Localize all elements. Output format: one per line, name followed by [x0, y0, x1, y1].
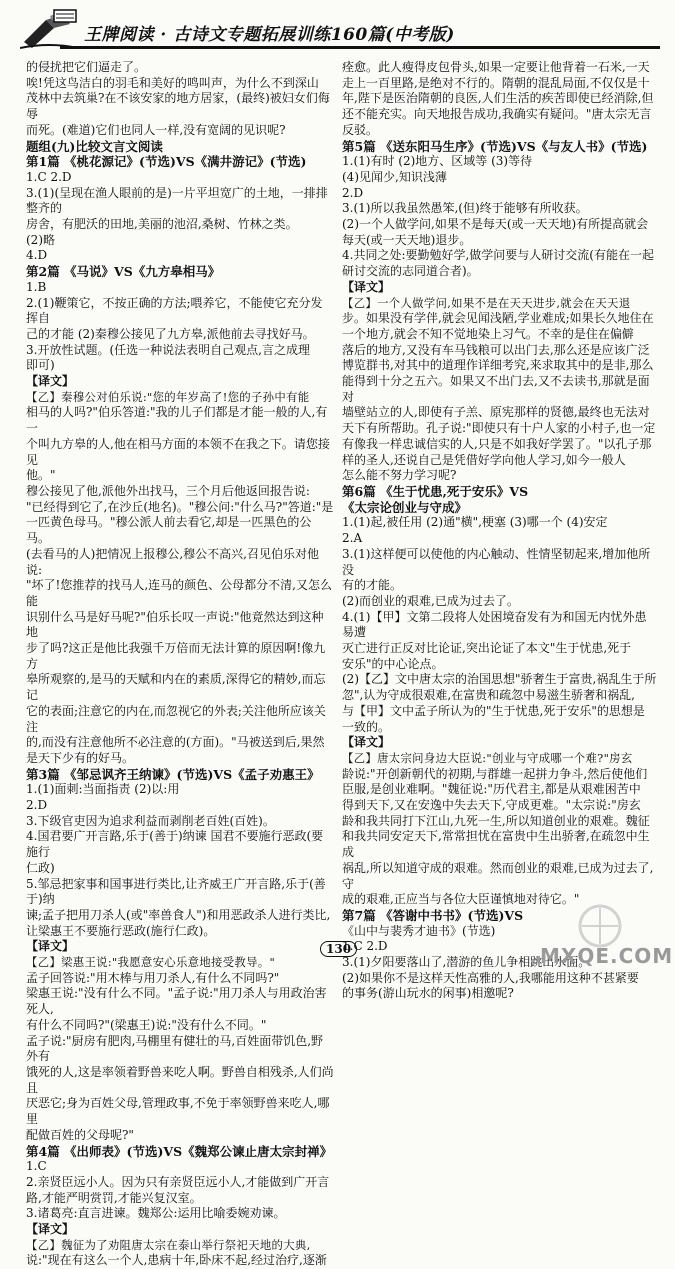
text-line: 【乙】唐太宗问身边大臣说:"创业与守成哪一个难?"房玄 [342, 750, 633, 765]
text-line: 3.下级官吏因为追求利益而剥削老百姓(百姓)。 [26, 813, 275, 828]
page-header [0, 0, 675, 56]
text-line: 1.C [26, 1159, 47, 1174]
text-line: 【乙】一个人做学问,如果不是在天天进步,就会在天天退 [342, 295, 631, 310]
text-line: 【译文】 [342, 279, 391, 294]
text-line: 第2篇 《马说》VS《九方皋相马》 [26, 264, 221, 280]
text-line: 2.D [342, 185, 364, 200]
text-line: 3.诸葛亮:直言进谏。魏郑公:运用比喻委婉劝谏。 [26, 1206, 286, 1221]
text-line: 相马的人吗?"伯乐答道:"我的儿子们都是才能一般的人,有一 [26, 405, 328, 436]
text-line: 2.亲贤臣远小人。因为只有亲贤臣远小人,才能做到广开言 [26, 1174, 330, 1189]
text-line: 步。如果没有学伴,就会见闻浅陋,学业难成;如果长久地住在 [342, 311, 654, 326]
text-line: 4.共同之处:要勤勉好学,做学问要与人研讨交流(有能在一起 [342, 248, 654, 263]
text-line: 落后的地方,又没有车马钱粮可以出门去,那么还是应该广泛 [342, 342, 650, 357]
text-line: 4.国君要广开言路,乐于(善于)纳谏 国君不要施行恶政(要施行 [26, 829, 324, 860]
text-line: 【乙】秦穆公对伯乐说:"您的年岁高了!您的子孙中有能 [26, 389, 310, 404]
text-line: 龄说:"开创新朝代的初期,与群雄一起拼力争斗,然后使他们 [342, 766, 648, 781]
text-line: 和我共同安定天下,常常担忧在富贵中生出骄奢,在疏忽中生成 [342, 829, 650, 860]
text-line: (2)【乙】文中唐太宗的治国思想"骄奢生于富贵,祸乱生于所 [342, 672, 657, 687]
text-line: 4.D [26, 248, 48, 263]
text-line: 2.D [26, 798, 48, 813]
text-line: 祸乱,所以知道守成的艰难。然而创业的艰难,已成为过去了,守 [342, 860, 654, 891]
text-line: 是天下少有的好马。 [26, 750, 135, 765]
text-line: 1.(1)面刺:当面指责 (2)以:用 [26, 782, 180, 797]
watermark-text: MXQE.COM [540, 944, 674, 968]
text-line: 1.(1)有时 (2)地方、区域等 (3)等待 [342, 154, 533, 169]
text-line: 3.(1)夕阳要落山了,潜游的鱼儿争相跳出水面。 [342, 955, 591, 970]
text-line: (2)一个人做学问,如果不是每天(或一天天地)有所提高就会 [342, 217, 649, 232]
page-number: 130 [320, 941, 357, 957]
text-line: 走上一百里路,是绝对不行的。隋朝的混乱局面,不仅仅是十 [342, 75, 650, 90]
text-line: 【乙】魏征为了劝阻唐太宗在泰山举行祭祀天地的大典, [26, 1237, 311, 1252]
text-line: 与【甲】文中孟子所认为的"生于忧患,死于安乐"的思想是 [342, 703, 645, 718]
text-line: 一个地方,就会不知不觉地染上习气。不幸的是住在偏僻 [342, 326, 634, 341]
text-line: 5.邹忌把家事和国事进行类比,让齐威王广开言路,乐于(善于)纳 [26, 876, 326, 907]
text-line: 即可) [26, 358, 55, 373]
left-column [26, 60, 334, 1269]
text-line: 题组(九)比较文言文阅读 [26, 138, 163, 154]
text-line: (2)而创业的艰难,已成为过去了。 [342, 593, 519, 608]
text-line: 茂林中去筑巢?在不该安家的地方居家，(最终)被妇女们侮辱 [26, 91, 330, 122]
text-line: 它的表面;注意它的内在,而忽视它的外表;关注他所应该关注 [26, 703, 326, 734]
text-line: 灭亡进行正反对比论证,突出论证了本文"生于忧患,死于 [342, 641, 632, 656]
text-line: 3.(1)所以我虽然愚笨,(但)终于能够有所收获。 [342, 201, 588, 216]
text-line: 配做百姓的父母呢?" [26, 1127, 134, 1142]
text-line: 忽",认为守成很艰难,在富贵和疏忽中易滋生骄奢和祸乱, [342, 688, 635, 703]
text-line: 的事务(游山玩水的闲事)相邀呢? [342, 986, 514, 1001]
text-line: 研讨交流的志同道合者)。 [342, 264, 479, 279]
text-line: 他。" [26, 468, 56, 483]
text-line: 1.(1)起,被任用 (2)通"横",梗塞 (3)哪一个 (4)安定 [342, 515, 608, 530]
header-rule [60, 46, 660, 49]
text-line: 2.A [342, 531, 363, 546]
text-line: 【译文】 [26, 1222, 75, 1237]
text-line: 一匹黄色母马。"穆公派人前去看它,却是一匹黑色的公马。 [26, 515, 312, 546]
text-line: 3.开放性试题。(任选一种说法表明自己观点,言之成理 [26, 342, 310, 357]
text-line: 的侵扰把它们逼走了。 [26, 60, 147, 74]
text-line: 有什么不同吗?"(梁惠王)说:"没有什么不同。" [26, 1017, 267, 1032]
text-line: 样的圣人,还说自己是凭借好学向他人学习,如今一般人 [342, 452, 626, 467]
text-line: 第3篇 《邹忌讽齐王纳谏》(节选)VS《孟子劝惠王》 [26, 766, 320, 782]
text-line: 让梁惠王不要施行恶政(施行仁政)。 [26, 923, 216, 938]
text-line: "坏了!您推荐的找马人,连马的颜色、公母都分不清,又怎么能 [26, 578, 332, 608]
text-line: 第6篇 《生于忧患,死于安乐》VS [342, 483, 529, 499]
text-line: 第7篇 《答谢中书书》(节选)VS [342, 907, 524, 923]
text-line: 还不能充实。向天地报告成功,我确实有疑问。"唐太宗无言反驳。 [342, 107, 652, 137]
text-line: 《太宗论创业与守成》 [342, 499, 468, 515]
text-line: 孟子说:"厨房有肥肉,马棚里有健壮的马,百姓面带饥色,野外有 [26, 1033, 324, 1064]
text-line: 第1篇 《桃花源记》(节选)VS《满井游记》(节选) [26, 154, 307, 170]
text-line: (4)见闻少,知识浅薄 [342, 169, 447, 184]
text-line: "已经得到它了,在沙丘(地名)。"穆公问:"什么马?"答道:"是 [26, 499, 334, 514]
text-line: (2)略 [26, 232, 55, 247]
text-line: 第4篇 《出师表》(节选)VS《魏郑公谏止唐太宗封禅》 [26, 1143, 333, 1159]
text-line: 皋所观察的,是马的天赋和内在的素质,深得它的精妙,而忘记 [26, 672, 326, 703]
text-line: (2)如果你不是这样天性高雅的人,我哪能用这种不甚紧要 [342, 970, 639, 985]
text-line: 穆公接见了他,派他外出找马，三个月后他返回报告说: [26, 483, 310, 498]
text-line: 【乙】梁惠王说:"我愿意安心乐意地接受教导。" [26, 955, 276, 970]
text-line: 能得到十分之五六。如果又不出门去,又不去读书,那就是面对 [342, 374, 650, 404]
text-line: (去看马的人)把情况上报穆公,穆公不高兴,召见伯乐对他说: [26, 546, 319, 577]
text-line: 识别什么马是好马呢?"伯乐长叹一声说:"他竟然达到这种地 [26, 609, 324, 640]
text-line: 己的才能 (2)秦穆公接见了九方皋,派他前去寻找好马。 [26, 326, 315, 341]
text-line: 得到天下,又在安逸中失去天下,守成更难。"太宗说:"房玄 [342, 798, 641, 813]
text-line: 房舍，有肥沃的田地,美丽的池沼,桑树、竹林之类。 [26, 217, 298, 232]
text-line: 孟子回答说:"用木棒与用刀杀人,有什么不同吗?" [26, 970, 280, 985]
text-line: 龄和我共同打下江山,九死一生,所以知道创业的艰难。魏征 [342, 813, 650, 828]
text-line: 仁政) [26, 860, 55, 875]
text-line: 步了吗?这正是他比我强千万倍而无法计算的原因啊!像九方 [26, 641, 326, 671]
text-line: 有的才能。 [342, 578, 403, 593]
text-line: 年,陛下是医治隋朝的良医,人们生活的疾苦即使已经消除,但 [342, 91, 654, 106]
text-line: 墙壁站立的人,即使有子羔、原宪那样的贤德,最终也无法对 [342, 405, 650, 420]
text-line: 天下有所帮助。孔子说:"即使只有十户人家的小村子,也一定 [342, 421, 656, 436]
right-column [342, 60, 658, 1002]
text-line: 4.(1)【甲】文第二段将人处困境奋发有为和国无内忧外患易遭 [342, 609, 647, 640]
text-line: 痊愈。此人瘦得皮包骨头,如果一定要让他背着一石米,一天 [342, 60, 650, 74]
text-line: 每天(或一天天地)退步。 [342, 232, 472, 247]
text-line: 厌恶它;身为百姓父母,管理政事,不免于率领野兽来吃人,哪里 [26, 1096, 330, 1127]
text-line: 安乐"的中心论点。 [342, 656, 444, 671]
text-line: 个叫九方皋的人,他在相马方面的本领不在我之下。请您接见 [26, 436, 330, 467]
text-line: 而死。(难道)它们也同人一样,没有宽阔的见识呢? [26, 122, 286, 137]
text-line: 梁惠王说:"没有什么不同。"孟子说:"用刀杀人与用政治害死人, [26, 986, 327, 1017]
text-line: 的,而没有注意他所不必注意的(方面)。"马被送到后,果然 [26, 735, 325, 750]
text-line: 路,才能严明赏罚,才能兴复汉室。 [26, 1190, 202, 1205]
text-line: 臣服,是创业难啊。"魏征说:"历代君主,都是从艰难困苦中 [342, 782, 641, 797]
text-line: 谏;孟子把用刀杀人(或"率兽食人")和用恶政杀人进行类比, [26, 907, 331, 922]
text-line: 第5篇 《送东阳马生序》(节选)VS《与友人书》(节选) [342, 138, 648, 154]
text-line: 唉!凭这鸟洁白的羽毛和美好的鸣叫声，为什么不到深山 [26, 75, 319, 90]
text-line: 成的艰难,正应当与各位大臣谨慎地对待它。" [342, 892, 580, 907]
text-line: 《山中与裴秀才迪书》(节选) [342, 923, 496, 938]
text-line: 1.C 2.D [342, 939, 388, 954]
text-line: 怎么能不努力学习呢? [342, 468, 457, 483]
text-line: 一致的。 [342, 719, 391, 734]
text-line: 饿死的人,这是率领着野兽来吃人啊。野兽自相残杀,人们尚且 [26, 1065, 334, 1095]
text-line: 【译文】 [26, 939, 75, 954]
text-line: 【译文】 [342, 735, 391, 750]
text-line: 2.(1)鞭策它，不按正确的方法;喂养它，不能使它充分发挥自 [26, 295, 323, 326]
text-line: 3.(1)(呈现在渔人眼前的是)一片平坦宽广的土地，一排排整齐的 [26, 185, 328, 216]
header-title: 王牌阅读 · 古诗文专题拓展训练160篇(中考版) [84, 25, 455, 45]
text-line: 1.C 2.D [26, 169, 72, 184]
text-line: 有像我一样忠诚信实的人,只是不如我好学罢了。"以孔子那 [342, 436, 652, 451]
text-line: 1.B [26, 279, 47, 294]
text-line: 【译文】 [26, 374, 75, 389]
text-line: 博览群书,对其中的道理作详细考究,来求取其中的是非,那么 [342, 358, 654, 373]
text-line: 说:"现在有这么一个人,患病十年,卧床不起,经过治疗,逐渐 [26, 1253, 327, 1268]
text-line: 3.(1)这样便可以使他的内心触动、性情坚韧起来,增加他所没 [342, 546, 651, 577]
